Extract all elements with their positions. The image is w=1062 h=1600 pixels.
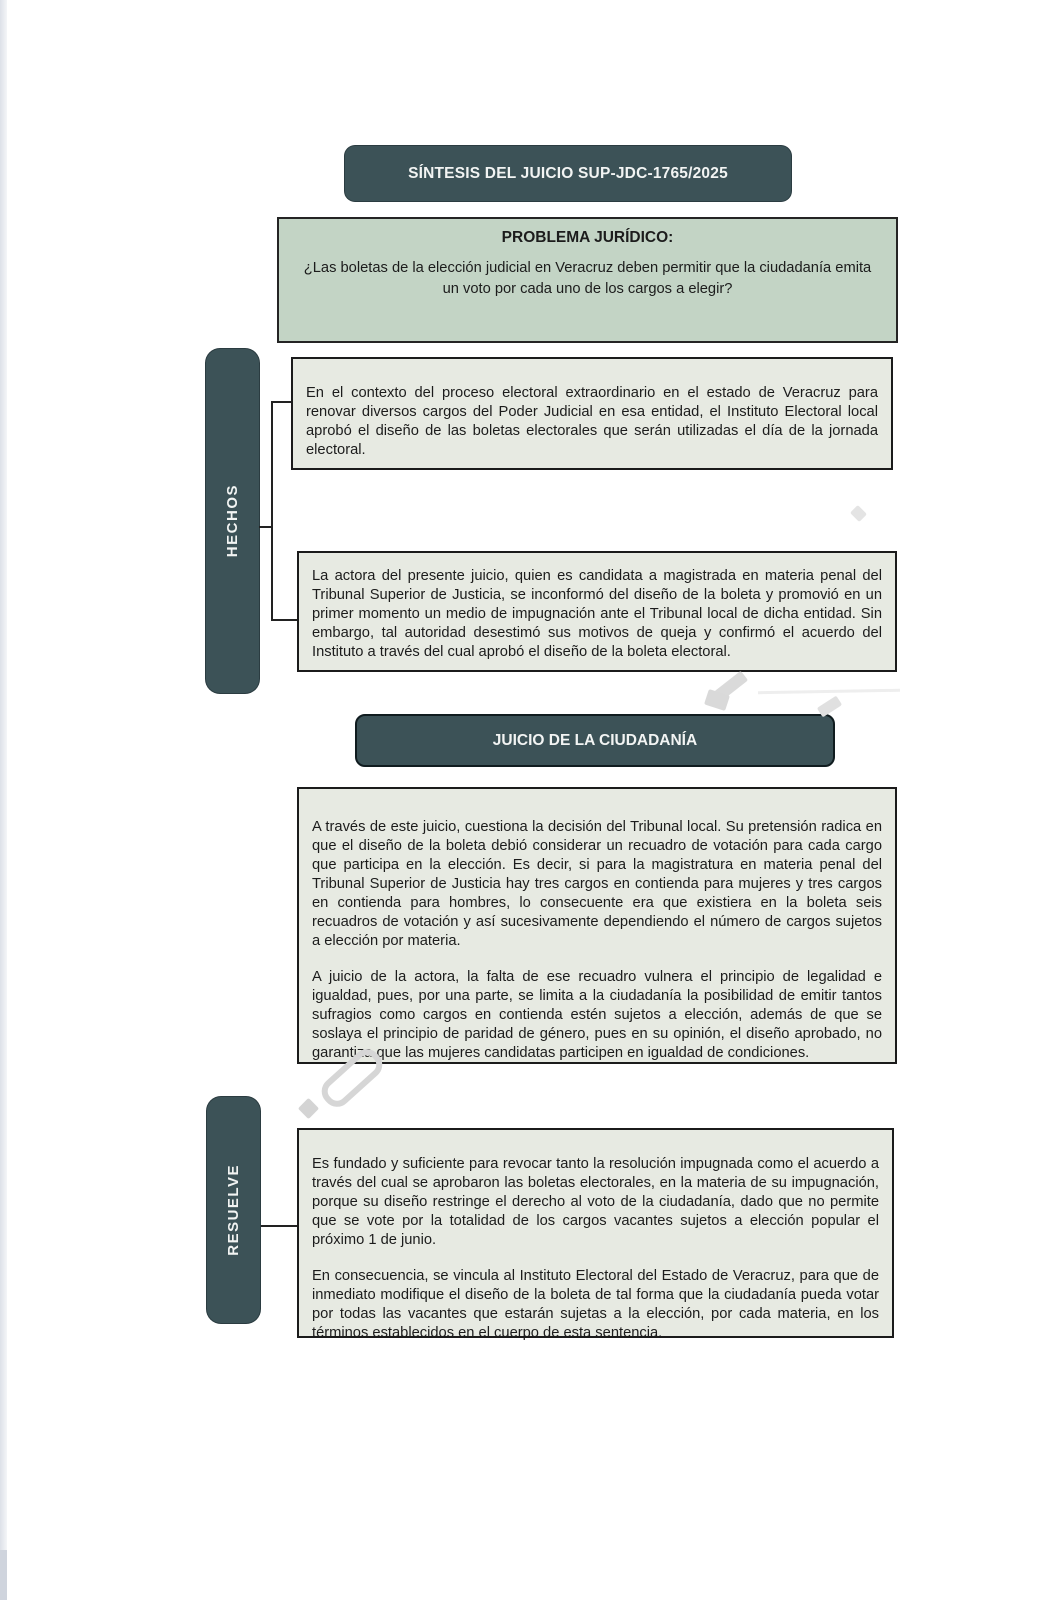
hechos-fact-box-2 <box>297 551 897 672</box>
problema-question: ¿Las boletas de la elección judicial en Veracruz deben permitir que la ciudadanía emita un voto por cada uno de los cargos a elegir? <box>303 260 872 297</box>
resuelve-label-text: RESUELVE <box>225 1164 242 1256</box>
resuelve-body-box <box>297 1128 894 1341</box>
hechos-label-pill <box>206 349 259 693</box>
resuelve-label-pill <box>207 1097 260 1323</box>
hechos-bracket-middle-stub <box>259 526 272 528</box>
hechos-bracket-bottom-stub <box>271 619 297 621</box>
resuelve-paragraph-1: Es fundado y suficiente para revocar tanto la resolución impugnada como el acuerdo a través del cual se aprobaron las boletas electorales, en la materia de su impugnación, porque su diseño restringe el derecho al voto de la ciudadanía, dado que no permite que se vote por la totalidad de los cargos vacantes sujetos a elección popular el próximo 1 de junio. <box>312 1156 879 1248</box>
juicio-paragraph-1: A través de este juicio, cuestiona la decisión del Tribunal local. Su pretensión radica en que el diseño de la boleta debió considerar un recuadro de votación para cada cargo que participa en la elección. Es decir, si para la magistratura en materia penal del Tribunal Superior de Justicia hay tres cargos en contienda para mujeres y tres cargos en contienda para hombres, lo consecuente era que existiera en la boleta seis recuadros de votación y así sucesivamente dependiendo el número de cargos sujetos a elección por materia. <box>312 819 882 949</box>
diagram-title-text: SÍNTESIS DEL JUICIO SUP-JDC-1765/2025 <box>408 164 728 182</box>
resuelve-paragraph-2: En consecuencia, se vincula al Instituto Electoral del Estado de Veracruz, para que de inmediato modifique el diseño de la boleta de tal forma que la ciudadanía pueda votar por todas las vacantes que estarán sujetas a la elección, por cada materia, en los términos establecidos en el cuerpo de esta sentencia. <box>312 1268 879 1341</box>
resuelve-connector <box>261 1225 297 1227</box>
hechos-label-text: HECHOS <box>224 484 241 558</box>
juicio-paragraph-2: A juicio de la actora, la falta de ese recuadro vulnera el principio de legalidad e igualdad, pues, por una parte, se limita a la ciudadanía la posibilidad de emitir tantos sufragios como cargos en contienda estén sujetos a elección, además de que se soslaya el principio de paridad de género, pues en su opinión, el diseño aprobado, no garantiza que las mujeres candidatas participen en igualdad de condiciones. <box>312 969 882 1061</box>
hechos-fact-2-text: La actora del presente juicio, quien es candidata a magistrada en materia penal del Tribunal Superior de Justicia, se inconformó del diseño de la boleta y promovió en un primer momento un medio de impugnación ante el Tribunal local de dicha entidad. Sin embargo, tal autoridad desestimó sus motivos de queja y confirmó el acuerdo del Instituto a través del cual aprobó el diseño de la boleta electoral. <box>312 568 882 660</box>
hechos-bracket-vertical <box>271 401 273 621</box>
juicio-header-text: JUICIO DE LA CIUDADANÍA <box>492 731 698 749</box>
page-edge-shadow <box>0 0 7 1600</box>
watermark-streak <box>758 689 900 694</box>
diagram-title <box>345 146 791 201</box>
watermark-dot-icon <box>850 505 867 522</box>
problema-heading: PROBLEMA JURÍDICO: <box>501 229 674 246</box>
juicio-section-header <box>355 714 835 767</box>
watermark-pen-tip-icon <box>298 1098 319 1119</box>
hechos-bracket-top-stub <box>271 401 291 403</box>
hechos-fact-1-text: En el contexto del proceso electoral extraordinario en el estado de Veracruz para renovar diversos cargos del Poder Judicial en esa entidad, el Instituto Electoral local aprobó el diseño de las boletas electorales que serán utilizadas el día de la jornada electoral. <box>306 385 878 458</box>
problema-juridico-box <box>277 217 898 343</box>
hechos-fact-box-1 <box>291 357 893 470</box>
juicio-body-box <box>297 787 897 1064</box>
page-edge-shadow-foot <box>0 1550 7 1600</box>
